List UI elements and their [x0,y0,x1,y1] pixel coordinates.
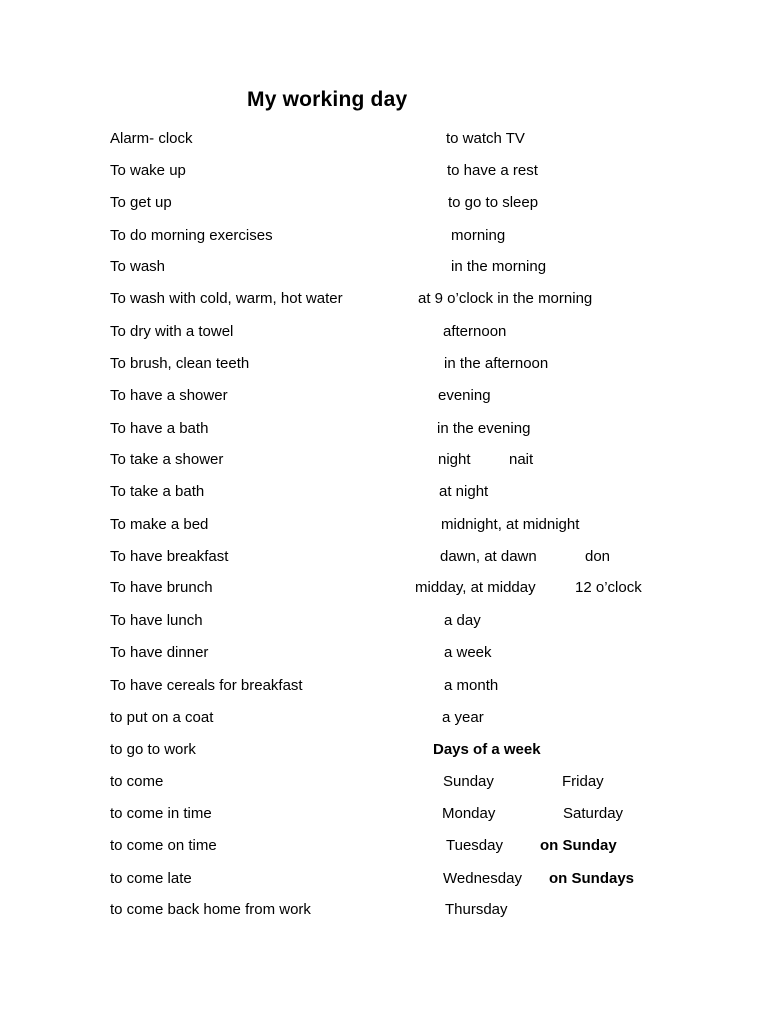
phrase-example: on Sundays [549,870,635,887]
page-title: My working day [247,88,408,111]
list-item: at 9 o’clock in the morning [418,290,593,307]
list-item: to go to sleep [448,194,539,211]
list-item: To have lunch [110,612,203,629]
list-item: To wash [110,258,166,275]
list-item: to come back home from work [110,901,311,918]
list-item: dawn, at dawn [440,548,537,565]
list-item: To take a shower [110,451,224,468]
list-item: To dry with a towel [110,323,234,340]
list-item: in the afternoon [444,355,549,372]
list-item: Saturday [563,805,624,822]
list-item: To do morning exercises [110,227,273,244]
list-item: Friday [562,773,604,790]
list-item: Wednesday [443,870,522,887]
list-item: To have breakfast [110,548,229,565]
list-item: To have cereals for breakfast [110,677,303,694]
time-note: 12 o’clock [575,579,642,596]
pronunciation-note: don [585,548,611,565]
list-item: To wash with cold, warm, hot water [110,290,343,307]
list-item: in the evening [437,420,531,437]
list-item: to go to work [110,741,196,758]
list-item: Sunday [443,773,494,790]
list-item: Alarm- clock [110,130,193,147]
list-item: To have dinner [110,644,209,661]
list-item: To brush, clean teeth [110,355,250,372]
list-item: to have a rest [447,162,538,179]
list-item: a week [444,644,492,661]
list-item: a month [444,677,499,694]
list-item: To have brunch [110,579,213,596]
list-item: to come [110,773,164,790]
list-item: midnight, at midnight [441,516,580,533]
list-item: Monday [442,805,496,822]
list-item: afternoon [443,323,507,340]
list-item: evening [438,387,491,404]
list-item: Thursday [445,901,508,918]
list-item: Tuesday [446,837,503,854]
list-item: To have a shower [110,387,228,404]
list-item: a day [444,612,481,629]
pronunciation-note: nait [509,451,534,468]
list-item: To wake up [110,162,186,179]
list-item: To get up [110,194,172,211]
list-item: in the morning [451,258,547,275]
list-item: To make a bed [110,516,209,533]
list-item: to come late [110,870,192,887]
list-item: midday, at midday [415,579,536,596]
list-item: to put on a coat [110,709,214,726]
list-item: to watch TV [446,130,525,147]
list-item: To take a bath [110,483,205,500]
list-item: a year [442,709,484,726]
list-item: at night [439,483,489,500]
list-item: morning [451,227,506,244]
list-item: night [438,451,471,468]
list-item: to come in time [110,805,212,822]
list-item: to come on time [110,837,217,854]
section-heading: Days of a week [433,741,541,758]
phrase-example: on Sunday [540,837,617,854]
list-item: To have a bath [110,420,209,437]
